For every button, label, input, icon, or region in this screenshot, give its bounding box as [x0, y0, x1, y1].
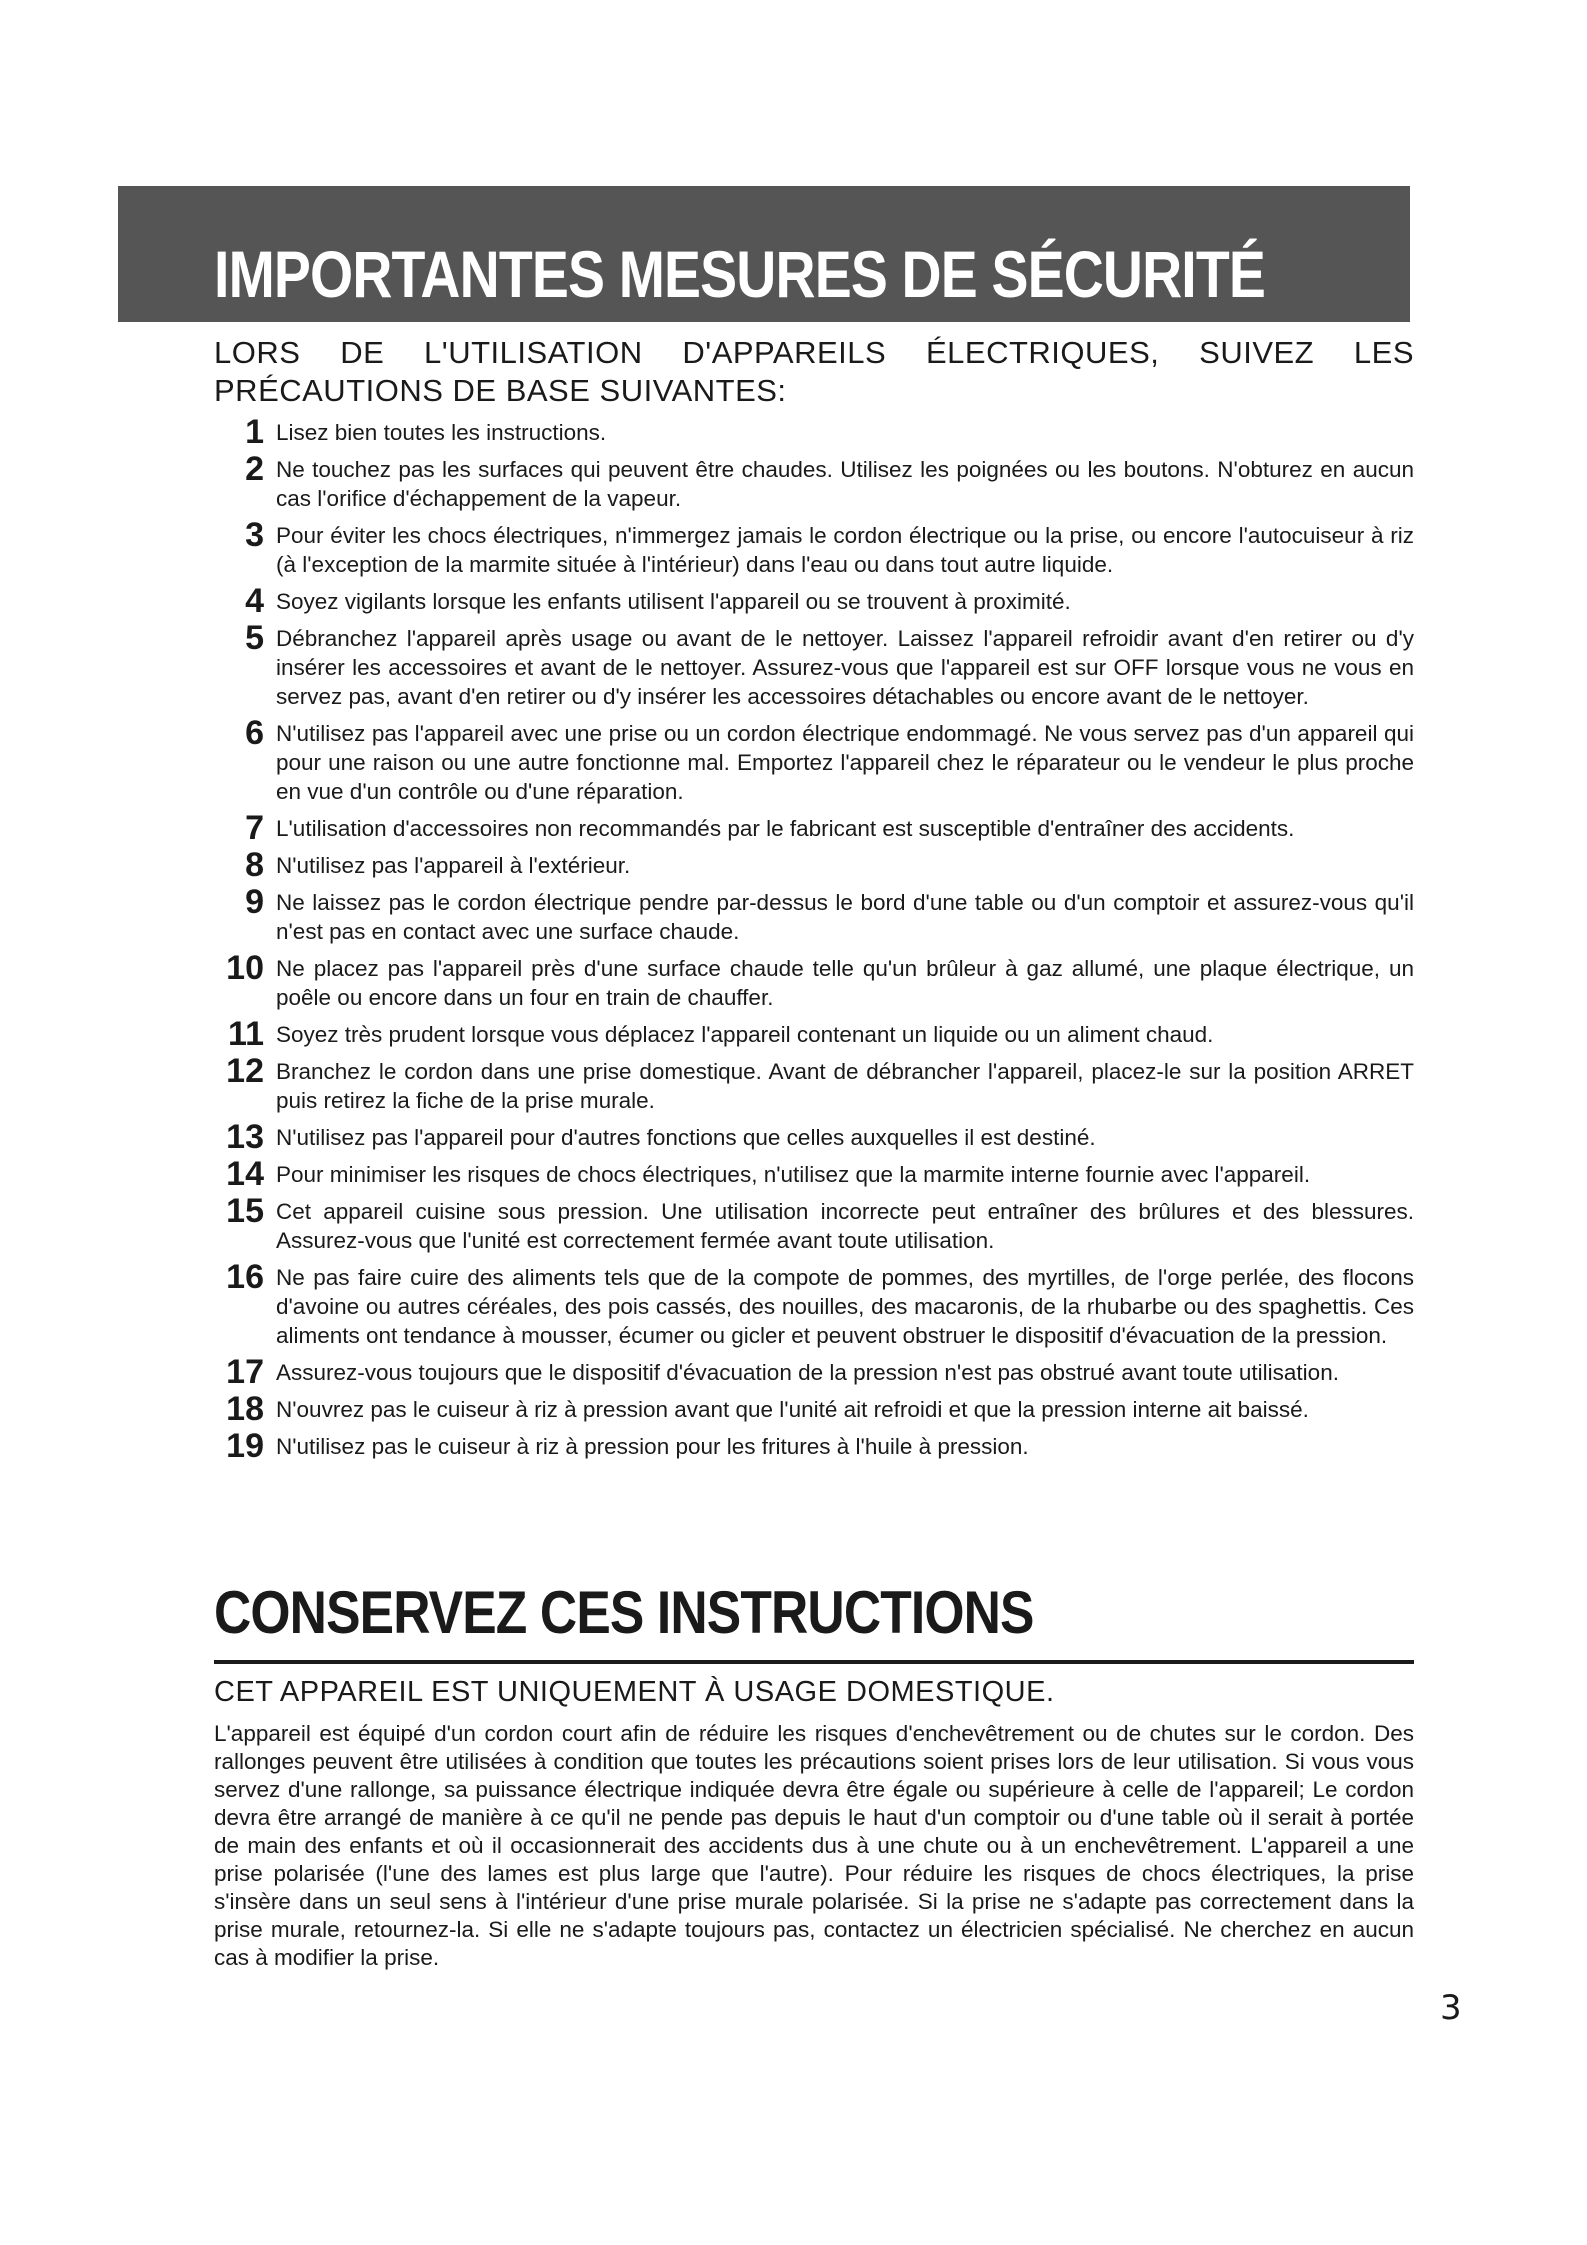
item-text: Soyez vigilants lorsque les enfants utilisent l'appareil ou se trouvent à proximité. — [276, 589, 1071, 614]
list-item — [214, 846, 1414, 884]
item-number: 15 — [226, 1192, 264, 1230]
item-text: Soyez très prudent lorsque vous déplacez l'appareil contenant un liquide ou un aliment chaud. — [276, 1022, 1214, 1047]
section-divider — [214, 1660, 1414, 1664]
page-title: IMPORTANTES MESURES DE SÉCURITÉ — [214, 237, 1266, 311]
item-number: 5 — [245, 619, 264, 657]
item-text: Ne placez pas l'appareil près d'une surface chaude telle qu'un brûleur à gaz allumé, une plaque électrique, un poêle ou encore dans un four en train de chauffer. — [276, 956, 1414, 1010]
item-text: Débranchez l'appareil après usage ou avant de le nettoyer. Laissez l'appareil refroidir avant d'en retirer ou d'y insérer les accessoires et avant de le nettoyer. Assurez-vous que l'appareil est sur OFF lorsque vous ne vous en servez pas, avant d'en retirer ou d'y insérer les accessoires détachables ou encore avant de le nettoyer. — [276, 626, 1414, 709]
item-text: L'utilisation d'accessoires non recommandés par le fabricant est susceptible d'entraîner des accidents. — [276, 816, 1295, 841]
item-text: Branchez le cordon dans une prise domestique. Avant de débrancher l'appareil, placez-le sur la position ARRET puis retirez la fiche de la prise murale. — [276, 1059, 1414, 1113]
list-item — [214, 1052, 1414, 1115]
item-number: 19 — [226, 1427, 264, 1465]
section-title: CONSERVEZ CES INSTRUCTIONS — [214, 1579, 1034, 1646]
item-text: N'utilisez pas l'appareil avec une prise ou un cordon électrique endommagé. Ne vous servez pas d'un appareil qui pour une raison ou une autre fonctionne mal. Emportez l'appareil chez le réparateur ou le vendeur le plus proche en vue d'un contrôle ou d'une réparation. — [276, 721, 1414, 804]
list-item — [214, 1192, 1414, 1255]
list-item — [214, 1353, 1414, 1391]
item-text: Assurez-vous toujours que le dispositif d'évacuation de la pression n'est pas obstrué avant toute utilisation. — [276, 1360, 1339, 1385]
page-subtitle: LORS DE L'UTILISATION D'APPAREILS ÉLECTRIQUES, SUIVEZ LES PRÉCAUTIONS DE BASE SUIVANTES: — [214, 335, 1414, 408]
item-text: Pour minimiser les risques de chocs électriques, n'utilisez que la marmite interne fournie avec l'appareil. — [276, 1162, 1311, 1187]
list-item — [214, 883, 1414, 946]
item-number: 1 — [245, 413, 264, 451]
household-use-note: CET APPAREIL EST UNIQUEMENT À USAGE DOMESTIQUE. — [214, 1676, 1055, 1708]
item-text: N'utilisez pas l'appareil à l'extérieur. — [276, 853, 631, 878]
item-number: 3 — [245, 516, 264, 554]
list-item — [214, 619, 1414, 711]
item-text: N'utilisez pas l'appareil pour d'autres fonctions que celles auxquelles il est destiné. — [276, 1125, 1096, 1150]
list-item — [214, 949, 1414, 1012]
precautions-list — [214, 413, 1414, 1469]
list-item — [214, 1390, 1414, 1428]
item-number: 17 — [226, 1353, 264, 1391]
item-number: 16 — [226, 1258, 264, 1296]
item-number: 12 — [226, 1052, 264, 1090]
item-text: Pour éviter les chocs électriques, n'immergez jamais le cordon électrique ou la prise, ou encore l'autocuiseur à riz (à l'exception de la marmite située à l'intérieur) dans l'eau ou dans tout autre liquide. — [276, 523, 1414, 577]
list-item — [214, 450, 1414, 513]
list-item — [214, 582, 1414, 620]
item-text: Ne pas faire cuire des aliments tels que de la compote de pommes, des myrtilles, de l'orge perlée, des flocons d'avoine ou autres céréales, des pois cassés, des nouilles, des macaronis, de la rhubarbe ou des spaghettis. Ces aliments ont tendance à mousser, écumer ou gicler et peuvent obstruer le dispositif d'évacuation de la pression. — [276, 1265, 1414, 1348]
item-number: 8 — [245, 846, 264, 884]
list-item — [214, 1427, 1414, 1465]
item-number: 6 — [245, 714, 264, 752]
list-item — [214, 809, 1414, 847]
item-number: 10 — [226, 949, 264, 987]
item-number: 9 — [245, 883, 264, 921]
item-text: N'utilisez pas le cuiseur à riz à pression pour les fritures à l'huile à pression. — [276, 1434, 1029, 1459]
list-item — [214, 1118, 1414, 1156]
list-item — [214, 1015, 1414, 1053]
item-number: 18 — [226, 1390, 264, 1428]
list-item — [214, 516, 1414, 579]
item-number: 11 — [228, 1015, 264, 1053]
extension-cord-paragraph: L'appareil est équipé d'un cordon court afin de réduire les risques d'enchevêtrement ou de chutes sur le cordon. Des rallonges peuvent être utilisées à condition que toutes les précautions soient prises lors de leur utilisation. Si vous vous servez d'une rallonge, sa puissance électrique indiquée devra être égale ou supérieure à celle de l'appareil; Le cordon devra être arrangé de manière à ce qu'il ne pende pas depuis le haut d'un comptoir ou d'une table où il serait à portée de main des enfants et où il occasionnerait des accidents dus à une chute ou à un enchevêtrement. L'appareil a une prise polarisée (l'une des lames est plus large que l'autre). Pour réduire les risques de chocs électriques, la prise s'insère dans un seul sens à l'intérieur d'une prise murale polarisée. Si la prise ne s'adapte pas correctement dans la prise murale, retournez-la. Si elle ne s'adapte toujours pas, contactez un électricien spécialisé. Ne cherchez en aucun cas à modifier la prise. — [214, 1721, 1414, 1970]
item-number: 4 — [245, 582, 264, 620]
item-number: 7 — [245, 809, 264, 847]
list-item — [214, 1155, 1414, 1193]
item-number: 14 — [226, 1155, 264, 1193]
item-text: Cet appareil cuisine sous pression. Une utilisation incorrecte peut entraîner des brûlures et des blessures. Assurez-vous que l'unité est correctement fermée avant toute utilisation. — [276, 1199, 1414, 1253]
item-number: 2 — [245, 450, 264, 488]
page-number: 3 — [1440, 1988, 1462, 2028]
list-item — [214, 714, 1414, 806]
item-text: Ne laissez pas le cordon électrique pendre par-dessus le bord d'une table ou d'un comptoir et assurez-vous qu'il n'est pas en contact avec une surface chaude. — [276, 890, 1414, 944]
list-item — [214, 413, 1414, 451]
list-item — [214, 1258, 1414, 1350]
item-text: Ne touchez pas les surfaces qui peuvent être chaudes. Utilisez les poignées ou les boutons. N'obturez en aucun cas l'orifice d'échappement de la vapeur. — [276, 457, 1414, 511]
item-text: N'ouvrez pas le cuiseur à riz à pression avant que l'unité ait refroidi et que la pression interne ait baissé. — [276, 1397, 1309, 1422]
item-text: Lisez bien toutes les instructions. — [276, 420, 607, 445]
item-number: 13 — [226, 1118, 264, 1156]
